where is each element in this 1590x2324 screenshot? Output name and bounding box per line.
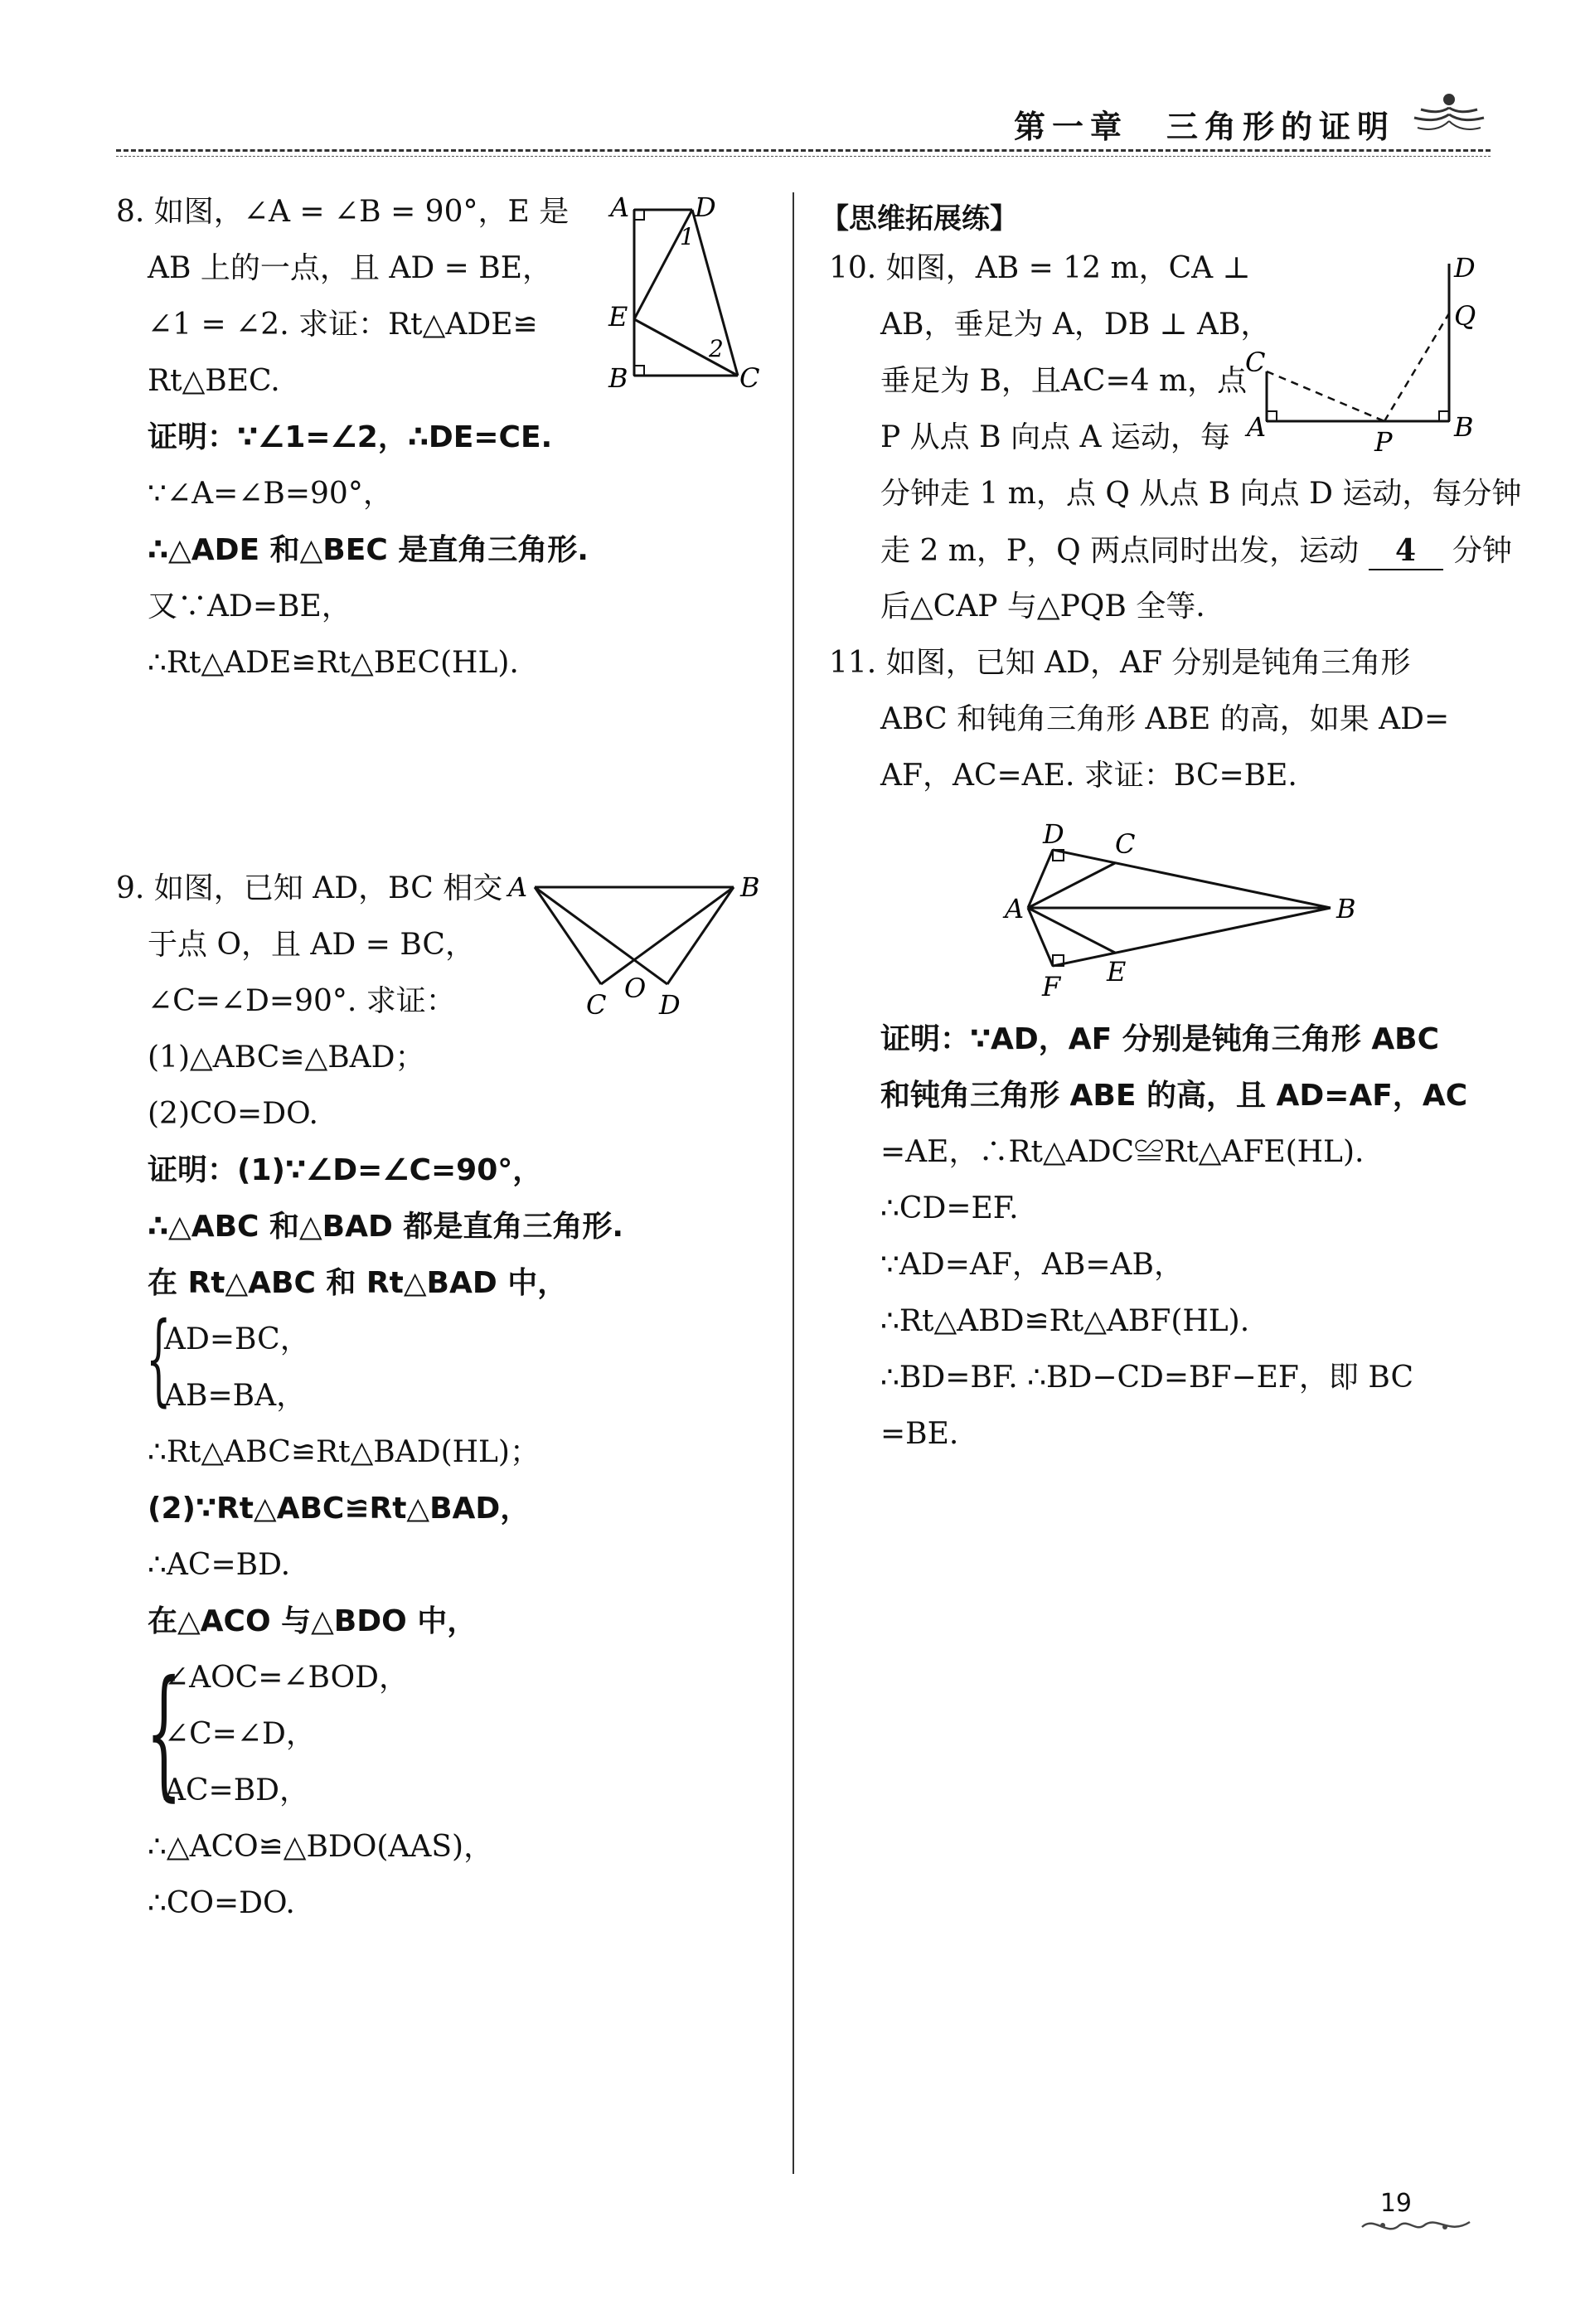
header-divider-thin: [116, 156, 1491, 157]
q8-label-C: C: [739, 362, 760, 394]
q9-label-C: C: [586, 989, 607, 1021]
q9-proof3-1: ∴△ACO≌△BDO(AAS)，: [148, 1830, 494, 1864]
q10-line-6-pre: 走 2 m，P，Q 两点同时出发，运动: [880, 534, 1360, 568]
q11-proof-8: =BE.: [880, 1417, 959, 1451]
header-divider: [116, 149, 1491, 152]
q11-proof-5: ∵AD=AF，AB=AB，: [880, 1248, 1184, 1282]
q8-proof-3: ∴△ADE 和△BEC 是直角三角形.: [148, 533, 589, 567]
q11-label-A: A: [1005, 893, 1025, 924]
q10-label-A: A: [1247, 411, 1267, 443]
q9-line-2: 于点 O，且 AD = BC，: [148, 928, 475, 962]
q8-line-3: ∠1 = ∠2. 求证：Rt△ADE≌: [148, 308, 538, 342]
q9-label-A: A: [508, 871, 528, 903]
q11-proof-2: 和钝角三角形 ABE 的高，且 AD=AF，AC: [880, 1079, 1468, 1113]
q11-proof-1: 证明：∵AD，AF 分别是钝角三角形 ABC: [880, 1022, 1440, 1056]
q9-brace1-line-1: AD=BC，: [164, 1322, 310, 1356]
q8-angle-1: 1: [680, 223, 695, 250]
q8-proof-4: 又∵AD=BE，: [148, 589, 351, 623]
q9-brace-1: {: [146, 1302, 172, 1417]
q9-figure: [506, 866, 779, 1024]
q8-line-4: Rt△BEC.: [148, 364, 280, 398]
q10-line-2: AB，垂足为 A，DB ⊥ AB，: [880, 308, 1271, 342]
q8-line-2: AB 上的一点，且 AD = BE，: [148, 251, 552, 285]
q10-line-6: [880, 532, 1512, 570]
q8-label-A: A: [610, 192, 630, 223]
q10-label-D: D: [1454, 252, 1476, 284]
column-divider: [793, 192, 794, 2174]
q10-label-C: C: [1245, 347, 1266, 378]
q10-answer-blank: 4: [1369, 532, 1443, 570]
q11-line-2: ABC 和钝角三角形 ABE 的高，如果 AD=: [880, 702, 1450, 736]
q8-label-B: B: [608, 362, 628, 394]
q9-proof-3: 在 Rt△ABC 和 Rt△BAD 中，: [148, 1266, 568, 1300]
q8-angle-2: 2: [709, 335, 724, 362]
q9-brace2-line-3: AC=BD，: [164, 1773, 310, 1807]
q10-line-5: 分钟走 1 m，点 Q 从点 B 向点 D 运动，每分钟: [880, 477, 1522, 511]
q9-proof2-3: ∴AC=BD.: [148, 1548, 291, 1582]
q8-proof-2: ∵∠A=∠B=90°，: [148, 477, 393, 511]
q8-figure: [597, 187, 779, 402]
q9-brace1-line-2: AB=BA，: [164, 1379, 307, 1413]
q11-proof-7: ∴BD=BF. ∴BD−CD=BF−EF，即 BC: [880, 1361, 1414, 1395]
q11-label-D: D: [1043, 818, 1064, 850]
q10-line-7: 后△CAP 与△PQB 全等.: [880, 589, 1205, 623]
q9-line-5: (2)CO=DO.: [148, 1097, 318, 1131]
q11-label-E: E: [1107, 956, 1127, 987]
q10-line-4: P 从点 B 向点 A 运动，每: [880, 420, 1230, 454]
chapter-title: 第一章 三角形的证明: [1013, 109, 1395, 145]
page-number: 19: [1379, 2189, 1412, 2218]
q9-brace-2: {: [146, 1651, 182, 1815]
q11-line-3: AF，AC=AE. 求证：BC=BE.: [880, 759, 1297, 793]
decorative-flourish-icon: [1358, 2212, 1474, 2237]
q9-proof3-2: ∴CO=DO.: [148, 1886, 295, 1920]
page-header: [116, 93, 1491, 159]
q9-proof2-1: ∴Rt△ABC≌Rt△BAD(HL)；: [148, 1435, 540, 1469]
q9-label-D: D: [659, 989, 681, 1021]
q9-proof2-4: 在△ACO 与△BDO 中，: [148, 1604, 477, 1638]
q11-proof-6: ∴Rt△ABD≌Rt△ABF(HL).: [880, 1304, 1250, 1338]
section-tag: 【思维拓展练】: [821, 202, 1018, 235]
q10-figure: [1235, 247, 1492, 463]
q11-label-B: B: [1336, 893, 1356, 924]
q11-proof-3: =AE，∴Rt△ADC≌Rt△AFE(HL).: [880, 1135, 1365, 1169]
q9-proof2-2: (2)∵Rt△ABC≌Rt△BAD，: [148, 1492, 531, 1526]
q10-line-3: 垂足为 B，且AC=4 m，点: [880, 364, 1248, 398]
q9-line-1: 9. 如图，已知 AD，BC 相交: [116, 871, 503, 905]
q11-label-C: C: [1115, 828, 1136, 860]
q10-label-Q: Q: [1454, 300, 1476, 332]
q8-label-D: D: [695, 192, 716, 223]
q9-label-O: O: [624, 973, 647, 1004]
decorative-fountain-icon: [1408, 88, 1491, 146]
q9-label-B: B: [740, 871, 760, 903]
q8-label-E: E: [608, 301, 628, 332]
q11-proof-4: ∴CD=EF.: [880, 1191, 1019, 1225]
q8-proof-1: 证明：∵∠1=∠2，∴DE=CE.: [148, 420, 553, 454]
q9-line-4: (1)△ABC≌△BAD；: [148, 1041, 425, 1075]
q10-label-B: B: [1454, 411, 1474, 443]
q9-proof-2: ∴△ABC 和△BAD 都是直角三角形.: [148, 1210, 624, 1244]
q9-proof-1: 证明：(1)∵∠D=∠C=90°，: [148, 1153, 543, 1187]
q10-line-6-post: 分钟: [1452, 534, 1513, 568]
q9-line-3: ∠C=∠D=90°. 求证：: [148, 984, 456, 1018]
q9-brace2-line-1: ∠AOC=∠BOD，: [164, 1661, 410, 1695]
q8-line-1: 8. 如图，∠A = ∠B = 90°，E 是: [116, 195, 570, 229]
q11-figure: [995, 808, 1376, 1016]
q9-brace2-line-2: ∠C=∠D，: [164, 1717, 316, 1751]
q11-label-F: F: [1042, 971, 1061, 1002]
q8-proof-5: ∴Rt△ADE≌Rt△BEC(HL).: [148, 646, 519, 680]
q10-label-P: P: [1374, 426, 1393, 458]
q10-line-1: 10. 如图，AB = 12 m，CA ⊥: [829, 251, 1251, 285]
q11-line-1: 11. 如图，已知 AD，AF 分别是钝角三角形: [829, 646, 1411, 680]
